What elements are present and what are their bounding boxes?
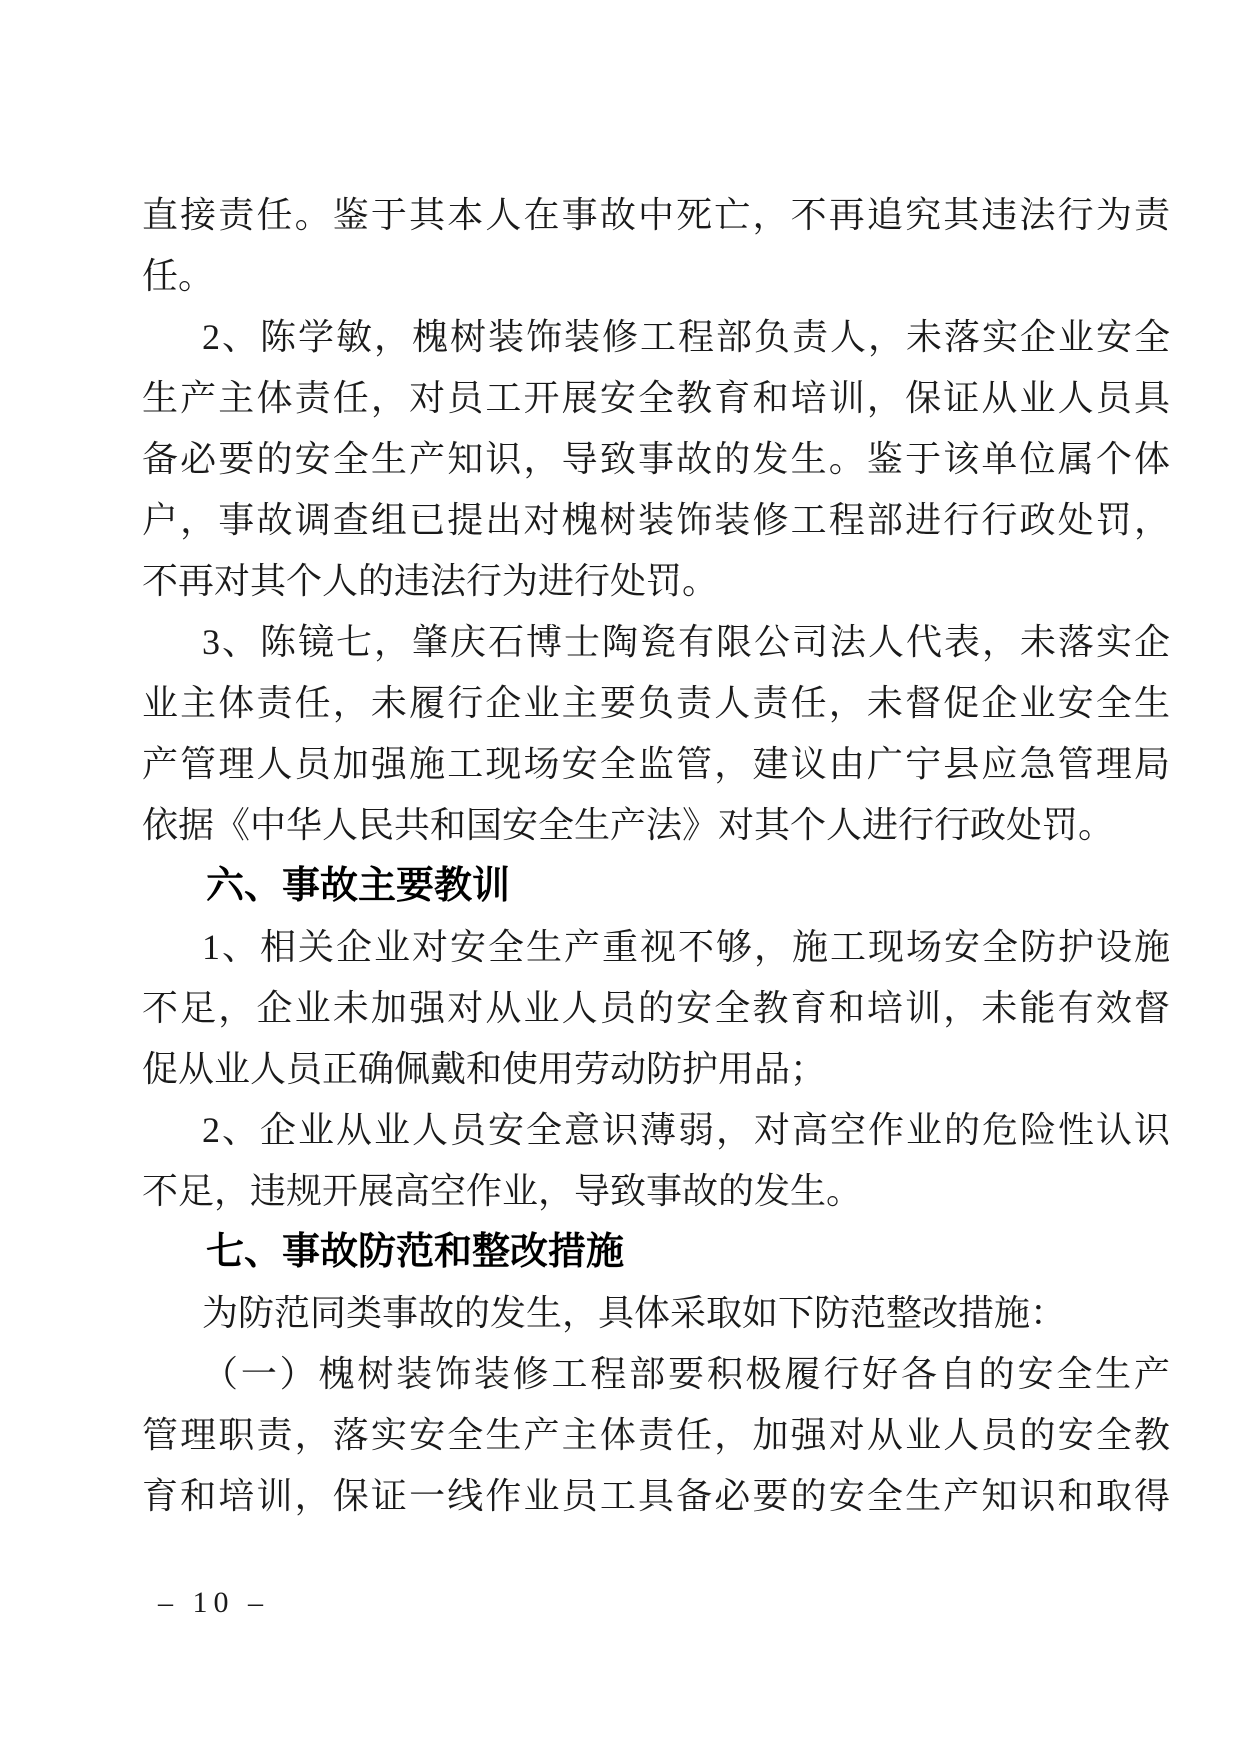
text-line: 业主体责任，未履行企业主要负责人责任，未督促企业安全生: [142, 683, 1170, 723]
section-heading: 七、事故防范和整改措施: [206, 1231, 625, 1273]
text-line: 任。: [142, 256, 215, 296]
text-line: 2、企业从业人员安全意识薄弱，对高空作业的危险性认识: [202, 1110, 1170, 1150]
text-line: 2、陈学敏，槐树装饰装修工程部负责人，未落实企业安全: [202, 317, 1170, 357]
text-line: 不足，企业未加强对从业人员的安全教育和培训，未能有效督: [142, 988, 1170, 1028]
paragraph: [142, 307, 1170, 612]
paragraph: [142, 612, 1170, 856]
text-line: 不再对其个人的违法行为进行处罚。: [142, 561, 719, 601]
text-line: 不足，违规开展高空作业，导致事故的发生。: [142, 1171, 863, 1211]
text-line: 为防范同类事故的发生，具体采取如下防范整改措施：: [202, 1293, 1067, 1333]
paragraph: [142, 1100, 1170, 1222]
text-line: 1、相关企业对安全生产重视不够，施工现场安全防护设施: [202, 927, 1170, 967]
text-line: 育和培训，保证一线作业员工具备必要的安全生产知识和取得: [142, 1476, 1170, 1516]
text-line: 促从业人员正确佩戴和使用劳动防护用品；: [142, 1049, 827, 1089]
text-line: 直接责任。鉴于其本人在事故中死亡，不再追究其违法行为责: [142, 195, 1170, 235]
text-line: 管理职责，落实安全生产主体责任，加强对从业人员的安全教: [142, 1415, 1170, 1455]
paragraph: [142, 917, 1170, 1100]
text-line: （一）槐树装饰装修工程部要积极履行好各自的安全生产: [202, 1354, 1170, 1394]
paragraph: [142, 185, 1170, 307]
text-line: 生产主体责任，对员工开展安全教育和培训，保证从业人员具: [142, 378, 1170, 418]
paragraph: [142, 1344, 1170, 1527]
text-line: 户，事故调查组已提出对槐树装饰装修工程部进行行政处罚，: [142, 500, 1170, 540]
page-number: – 10 –: [158, 1586, 269, 1619]
document-body: [142, 185, 1170, 1527]
text-line: 3、陈镜七，肇庆石博士陶瓷有限公司法人代表，未落实企: [202, 622, 1170, 662]
section-heading: 六、事故主要教训: [206, 865, 511, 907]
text-line: 产管理人员加强施工现场安全监管，建议由广宁县应急管理局: [142, 744, 1170, 784]
text-line: 备必要的安全生产知识，导致事故的发生。鉴于该单位属个体: [142, 439, 1170, 479]
paragraph: [142, 1283, 1170, 1344]
text-line: 依据《中华人民共和国安全生产法》对其个人进行行政处罚。: [142, 805, 1115, 845]
